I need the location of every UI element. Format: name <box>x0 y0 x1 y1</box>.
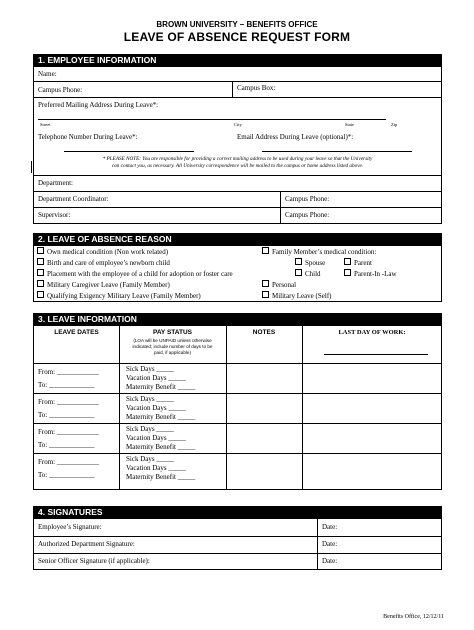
section-4-header: 4. SIGNATURES <box>33 506 442 518</box>
to-field[interactable]: To: _____________ <box>38 381 95 389</box>
checkbox[interactable] <box>344 258 351 265</box>
reason-military-caregiver[interactable]: Military Caregiver Leave (Family Member) <box>37 280 170 290</box>
checkbox[interactable] <box>262 291 269 298</box>
vacation-days-field[interactable]: Vacation Days _____ <box>126 374 186 382</box>
from-field[interactable]: From: ____________ <box>38 428 99 436</box>
employee-info-box <box>33 66 442 224</box>
maternity-field[interactable]: Maternity Benefit _____ <box>126 413 196 421</box>
campus-box-field[interactable]: Campus Box: <box>237 84 276 92</box>
to-field[interactable]: To: _____________ <box>38 471 95 479</box>
pay-note-1: (LOA will be UNPAID unless otherwise <box>133 338 212 343</box>
section-1-header: 1. EMPLOYEE INFORMATION <box>33 54 442 66</box>
last-day-line[interactable] <box>324 354 428 355</box>
form-title: LEAVE OF ABSENCE REQUEST FORM <box>123 30 351 44</box>
sick-days-field[interactable]: Sick Days _____ <box>126 425 174 433</box>
family-child[interactable]: Child <box>295 269 321 279</box>
vacation-days-field[interactable]: Vacation Days _____ <box>126 434 186 442</box>
section-2-header: 2. LEAVE OF ABSENCE REASON <box>33 233 442 245</box>
name-field[interactable]: Name: <box>38 70 57 78</box>
employee-signature-field[interactable]: Employee’s Signature: <box>38 523 102 531</box>
senior-date-field[interactable]: Date: <box>322 557 338 565</box>
margin-mark <box>31 161 32 173</box>
from-field[interactable]: From: ____________ <box>38 368 99 376</box>
auth-date-field[interactable]: Date: <box>322 540 338 548</box>
street-label: Street <box>40 122 51 127</box>
checkbox[interactable] <box>295 258 302 265</box>
auth-signature-field[interactable]: Authorized Department Signature: <box>38 540 135 548</box>
reason-military-self[interactable]: Military Leave (Self) <box>262 291 331 301</box>
checkbox[interactable] <box>37 269 44 276</box>
signatures-box <box>33 518 442 570</box>
email-field[interactable]: Email Address During Leave (optional)*: <box>237 133 354 141</box>
family-spouse[interactable]: Spouse <box>295 258 325 268</box>
checkbox[interactable] <box>262 247 269 254</box>
checkbox[interactable] <box>344 269 351 276</box>
address-line <box>38 119 386 120</box>
leave-reason-box <box>33 245 442 302</box>
coordinator-phone-field[interactable]: Campus Phone: <box>285 195 330 203</box>
section-3-header: 3. LEAVE INFORMATION <box>33 313 442 325</box>
to-field[interactable]: To: _____________ <box>38 411 95 419</box>
reason-family-medical[interactable]: Family Member’s medical condition: <box>262 247 376 257</box>
checkbox[interactable] <box>37 291 44 298</box>
from-field[interactable]: From: ____________ <box>38 398 99 406</box>
checkbox[interactable] <box>37 258 44 265</box>
checkbox[interactable] <box>262 280 269 287</box>
reason-personal[interactable]: Personal <box>262 280 296 290</box>
checkbox[interactable] <box>37 280 44 287</box>
dept-coordinator-field[interactable]: Department Coordinator: <box>38 195 109 203</box>
reason-adoption[interactable]: Placement with the employee of a child for adoption or foster care <box>37 269 233 279</box>
state-label: State <box>345 122 354 127</box>
address-note-1: * PLEASE NOTE: You are responsible for providing a correct mailing address to be used during your leave so that the University <box>102 156 373 162</box>
checkbox[interactable] <box>37 247 44 254</box>
family-parent[interactable]: Parent <box>344 258 372 268</box>
checkbox[interactable] <box>295 269 302 276</box>
col-last-day: LAST DAY OF WORK: <box>338 329 406 336</box>
vacation-days-field[interactable]: Vacation Days _____ <box>126 404 186 412</box>
pay-note-3: paid, if applicable) <box>153 350 192 355</box>
reason-own-medical[interactable]: Own medical condition (Non work related) <box>37 247 168 257</box>
sick-days-field[interactable]: Sick Days _____ <box>126 365 174 373</box>
supervisor-field[interactable]: Supervisor: <box>38 211 71 219</box>
maternity-field[interactable]: Maternity Benefit _____ <box>126 473 196 481</box>
senior-signature-field[interactable]: Senior Officer Signature (if applicable): <box>38 557 150 565</box>
col-pay-status: PAY STATUS <box>152 329 192 336</box>
city-label: City <box>234 122 242 127</box>
sick-days-field[interactable]: Sick Days _____ <box>126 455 174 463</box>
zip-label: Zip <box>391 122 398 127</box>
family-parent-in-law[interactable]: Parent-In -Law <box>344 269 397 279</box>
sick-days-field[interactable]: Sick Days _____ <box>126 395 174 403</box>
address-note-2: can contact you, as necessary. All University correspondence will be mailed to the campus or home address listed above. <box>111 163 364 169</box>
maternity-field[interactable]: Maternity Benefit _____ <box>126 443 196 451</box>
pay-note-2: indicated; include number of days to be <box>132 344 213 349</box>
reason-newborn[interactable]: Birth and care of employee’s newborn child <box>37 258 170 268</box>
email-line <box>262 151 412 152</box>
reason-exigency[interactable]: Qualifying Exigency Military Leave (Family Member) <box>37 291 201 301</box>
footer-revision: Benefits Office, 12/12/11 <box>383 614 444 620</box>
telephone-line <box>64 151 194 152</box>
maternity-field[interactable]: Maternity Benefit _____ <box>126 383 196 391</box>
org-heading: BROWN UNIVERSITY – BENEFITS OFFICE <box>156 20 318 29</box>
col-leave-dates: LEAVE DATES <box>54 329 99 336</box>
leave-info-table <box>33 325 442 490</box>
from-field[interactable]: From: ____________ <box>38 458 99 466</box>
employee-date-field[interactable]: Date: <box>322 523 338 531</box>
to-field[interactable]: To: _____________ <box>38 441 95 449</box>
telephone-field[interactable]: Telephone Number During Leave*: <box>38 133 138 141</box>
col-notes: NOTES <box>252 329 276 336</box>
mailing-address-field[interactable]: Preferred Mailing Address During Leave*: <box>38 101 159 109</box>
department-field[interactable]: Department: <box>38 179 73 187</box>
supervisor-phone-field[interactable]: Campus Phone: <box>285 211 330 219</box>
campus-phone-field[interactable]: Campus Phone: <box>38 86 83 94</box>
vacation-days-field[interactable]: Vacation Days _____ <box>126 464 186 472</box>
